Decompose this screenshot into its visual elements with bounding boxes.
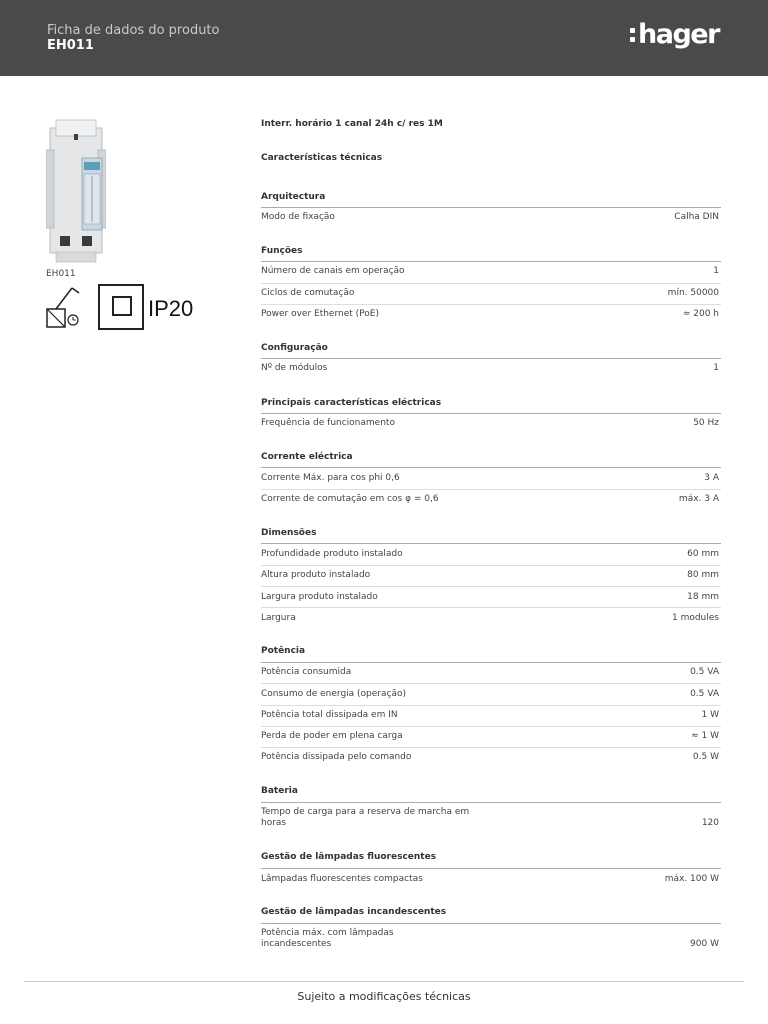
section-title-caracteristicas-electricas: Principais características eléctricas bbox=[261, 398, 442, 408]
page-header bbox=[0, 0, 768, 76]
spec-label: Nº de módulos bbox=[261, 363, 328, 373]
spec-value: ≈ 200 h bbox=[682, 309, 719, 319]
spec-label: Profundidade produto instalado bbox=[261, 549, 403, 559]
row-divider bbox=[261, 747, 721, 748]
spec-label: Corrente Máx. para cos phi 0,6 bbox=[261, 473, 400, 483]
section-title-configuracao: Configuração bbox=[261, 343, 328, 353]
logo-dots-icon bbox=[630, 27, 635, 43]
section-divider bbox=[261, 802, 721, 803]
spec-value: máx. 100 W bbox=[664, 874, 719, 884]
spec-value: 60 mm bbox=[687, 549, 719, 559]
spec-label: Modo de fixação bbox=[261, 212, 335, 222]
spec-label: Altura produto instalado bbox=[261, 570, 371, 580]
spec-value: 1 modules bbox=[671, 613, 719, 623]
section-divider bbox=[261, 358, 721, 359]
product-image bbox=[46, 118, 106, 268]
section-divider bbox=[261, 662, 721, 663]
row-divider bbox=[261, 586, 721, 587]
spec-label: Lâmpadas fluorescentes compactas bbox=[261, 874, 423, 884]
spec-value: 80 mm bbox=[687, 570, 719, 580]
spec-value: ≈ 1 W bbox=[691, 731, 719, 741]
section-divider bbox=[261, 923, 721, 924]
spec-label: Frequência de funcionamento bbox=[261, 418, 395, 428]
document-title: Ficha de dados do produto bbox=[47, 23, 220, 38]
spec-value: 18 mm bbox=[687, 592, 719, 602]
spec-value: 1 bbox=[713, 363, 719, 373]
spec-label: Potência consumida bbox=[261, 667, 352, 677]
spec-value: Calha DIN bbox=[674, 212, 719, 222]
double-insulation-icon bbox=[98, 284, 144, 330]
brand-logo bbox=[630, 19, 719, 50]
section-title-lampadas-incandescentes: Gestão de lâmpadas incandescentes bbox=[261, 907, 447, 917]
spec-value: 1 bbox=[713, 266, 719, 276]
ip-rating: IP20 bbox=[148, 296, 194, 321]
product-description: Interr. horário 1 canal 24h c/ res 1M bbox=[261, 119, 443, 129]
spec-label: Tempo de carga para a reserva de marcha em horas bbox=[261, 807, 470, 828]
row-divider bbox=[261, 565, 721, 566]
footer-note: Sujeito a modificações técnicas bbox=[297, 990, 471, 1003]
brand-name: hager bbox=[638, 19, 719, 50]
footer-divider bbox=[24, 981, 744, 982]
row-divider bbox=[261, 705, 721, 706]
spec-value: 50 Hz bbox=[693, 418, 719, 428]
section-title-funcoes: Funções bbox=[261, 246, 303, 256]
section-title-lampadas-fluorescentes: Gestão de lâmpadas fluorescentes bbox=[261, 852, 437, 862]
section-title-corrente-electrica: Corrente eléctrica bbox=[261, 452, 353, 462]
spec-label: Consumo de energia (operação) bbox=[261, 689, 407, 699]
spec-value: 900 W bbox=[690, 939, 719, 949]
section-divider bbox=[261, 261, 721, 262]
row-divider bbox=[261, 489, 721, 490]
spec-label: Potência dissipada pelo comando bbox=[261, 752, 412, 762]
row-divider bbox=[261, 304, 721, 305]
section-title-potencia: Potência bbox=[261, 646, 306, 656]
section-divider bbox=[261, 467, 721, 468]
spec-label: Largura produto instalado bbox=[261, 592, 378, 602]
section-title-bateria: Bateria bbox=[261, 786, 298, 796]
spec-label: Perda de poder em plena carga bbox=[261, 731, 403, 741]
product-image-caption: EH011 bbox=[46, 269, 76, 279]
timer-switch-symbol-icon bbox=[46, 284, 82, 328]
spec-label: Potência máx. com lâmpadas incandescentes bbox=[261, 928, 394, 949]
spec-value: 0.5 W bbox=[692, 752, 719, 762]
spec-value: 1 W bbox=[701, 710, 719, 720]
spec-label: Potência total dissipada em IN bbox=[261, 710, 398, 720]
spec-value: 0.5 VA bbox=[690, 667, 719, 677]
spec-value: mín. 50000 bbox=[667, 288, 719, 298]
spec-value: 120 bbox=[701, 818, 719, 828]
row-divider bbox=[261, 283, 721, 284]
row-divider bbox=[261, 683, 721, 684]
section-title-dimensoes: Dimensões bbox=[261, 528, 317, 538]
section-title-arquitectura: Arquitectura bbox=[261, 192, 326, 202]
spec-value: 0.5 VA bbox=[690, 689, 719, 699]
section-divider bbox=[261, 207, 721, 208]
spec-value: máx. 3 A bbox=[678, 494, 719, 504]
spec-label: Corrente de comutação em cos φ = 0,6 bbox=[261, 494, 439, 504]
section-divider bbox=[261, 868, 721, 869]
spec-value: 3 A bbox=[704, 473, 719, 483]
row-divider bbox=[261, 726, 721, 727]
section-divider bbox=[261, 413, 721, 414]
section-divider bbox=[261, 543, 721, 544]
technical-characteristics-heading: Características técnicas bbox=[261, 153, 383, 163]
spec-label: Largura bbox=[261, 613, 296, 623]
row-divider bbox=[261, 607, 721, 608]
product-code: EH011 bbox=[47, 38, 94, 53]
spec-label: Power over Ethernet (PoE) bbox=[261, 309, 379, 319]
spec-label: Ciclos de comutação bbox=[261, 288, 355, 298]
spec-label: Número de canais em operação bbox=[261, 266, 405, 276]
